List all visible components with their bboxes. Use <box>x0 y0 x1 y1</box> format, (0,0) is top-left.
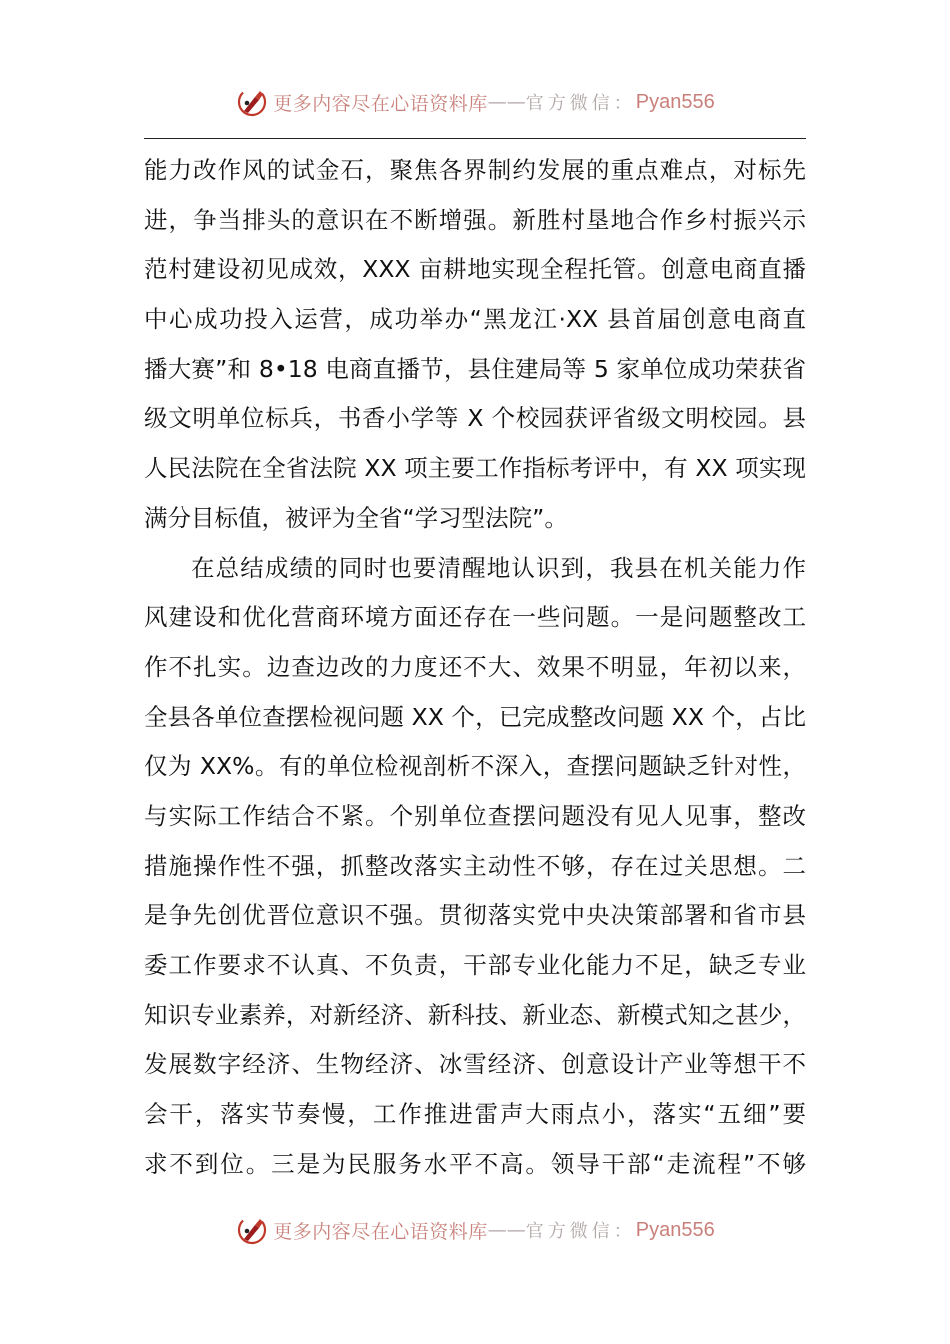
text-line: 求不到位。三是为民服务水平不高。领导干部“走流程”不够 <box>144 1149 806 1178</box>
footer-banner-title: 更多内容尽在心语资料库 <box>273 1220 488 1243</box>
banner-separator: —— <box>487 91 526 113</box>
text-line: 与实际工作结合不紧。个别单位查摆问题没有见人见事，整改 <box>144 801 806 830</box>
footer-banner-separator: —— <box>487 1219 526 1241</box>
text-line: 是争先创优晋位意识不强。贯彻落实党中央决策部署和省市县 <box>144 901 806 930</box>
banner-wechat-label: 官方微信： <box>525 93 636 114</box>
footer-banner-wechat-id: Pyan556 <box>635 1218 715 1241</box>
pen-nib-logo-icon <box>235 85 269 119</box>
banner-wechat-id: Pyan556 <box>635 90 715 113</box>
text-line: 满分目标值，被评为全省“学习型法院”。 <box>144 503 568 532</box>
text-line: 级文明单位标兵，书香小学等 X 个校园获评省级文明校园。县 <box>144 404 806 433</box>
text-line: 进，争当排头的意识在不断增强。新胜村垦地合作乡村振兴示 <box>144 205 806 234</box>
banner-title: 更多内容尽在心语资料库 <box>273 92 488 115</box>
text-line: 作不扎实。边查边改的力度还不大、效果不明显，年初以来， <box>144 652 806 681</box>
footer-banner <box>0 1210 950 1250</box>
header-rule <box>144 138 806 139</box>
text-line: 风建设和优化营商环境方面还存在一些问题。一是问题整改工 <box>144 603 806 632</box>
paragraph-start-line: 在总结成绩的同时也要清醒地认识到，我县在机关能力作 <box>191 553 806 582</box>
pen-nib-logo-icon <box>235 1213 269 1247</box>
text-line: 发展数字经济、生物经济、冰雪经济、创意设计产业等想干不 <box>144 1050 806 1079</box>
footer-banner-wechat-label: 官方微信： <box>525 1221 636 1242</box>
text-line: 全县各单位查摆检视问题 XX 个，已完成整改问题 XX 个，占比 <box>144 702 806 731</box>
text-line: 委工作要求不认真、不负责，干部专业化能力不足，缺乏专业 <box>144 951 806 979</box>
text-line: 措施操作性不强，抓整改落实主动性不够，存在过关思想。二 <box>144 851 806 880</box>
text-line: 会干，落实节奏慢，工作推进雷声大雨点小，落实“五细”要 <box>144 1100 806 1129</box>
document-body <box>144 146 806 1189</box>
text-line: 能力改作风的试金石，聚焦各界制约发展的重点难点，对标先 <box>144 156 806 184</box>
text-line: 中心成功投入运营，成功举办“黑龙江·XX 县首届创意电商直 <box>144 305 806 334</box>
text-line: 知识专业素养，对新经济、新科技、新业态、新模式知之甚少， <box>144 1000 806 1029</box>
text-line: 播大赛”和 8•18 电商直播节，县住建局等 5 家单位成功荣获省 <box>144 354 806 383</box>
text-line: 仅为 XX%。有的单位检视剖析不深入，查摆问题缺乏针对性， <box>144 752 806 781</box>
header-banner <box>0 82 950 122</box>
text-line: 人民法院在全省法院 XX 项主要工作指标考评中，有 XX 项实现 <box>144 454 806 483</box>
text-line: 范村建设初见成效，XXX 亩耕地实现全程托管。创意电商直播 <box>144 255 806 284</box>
